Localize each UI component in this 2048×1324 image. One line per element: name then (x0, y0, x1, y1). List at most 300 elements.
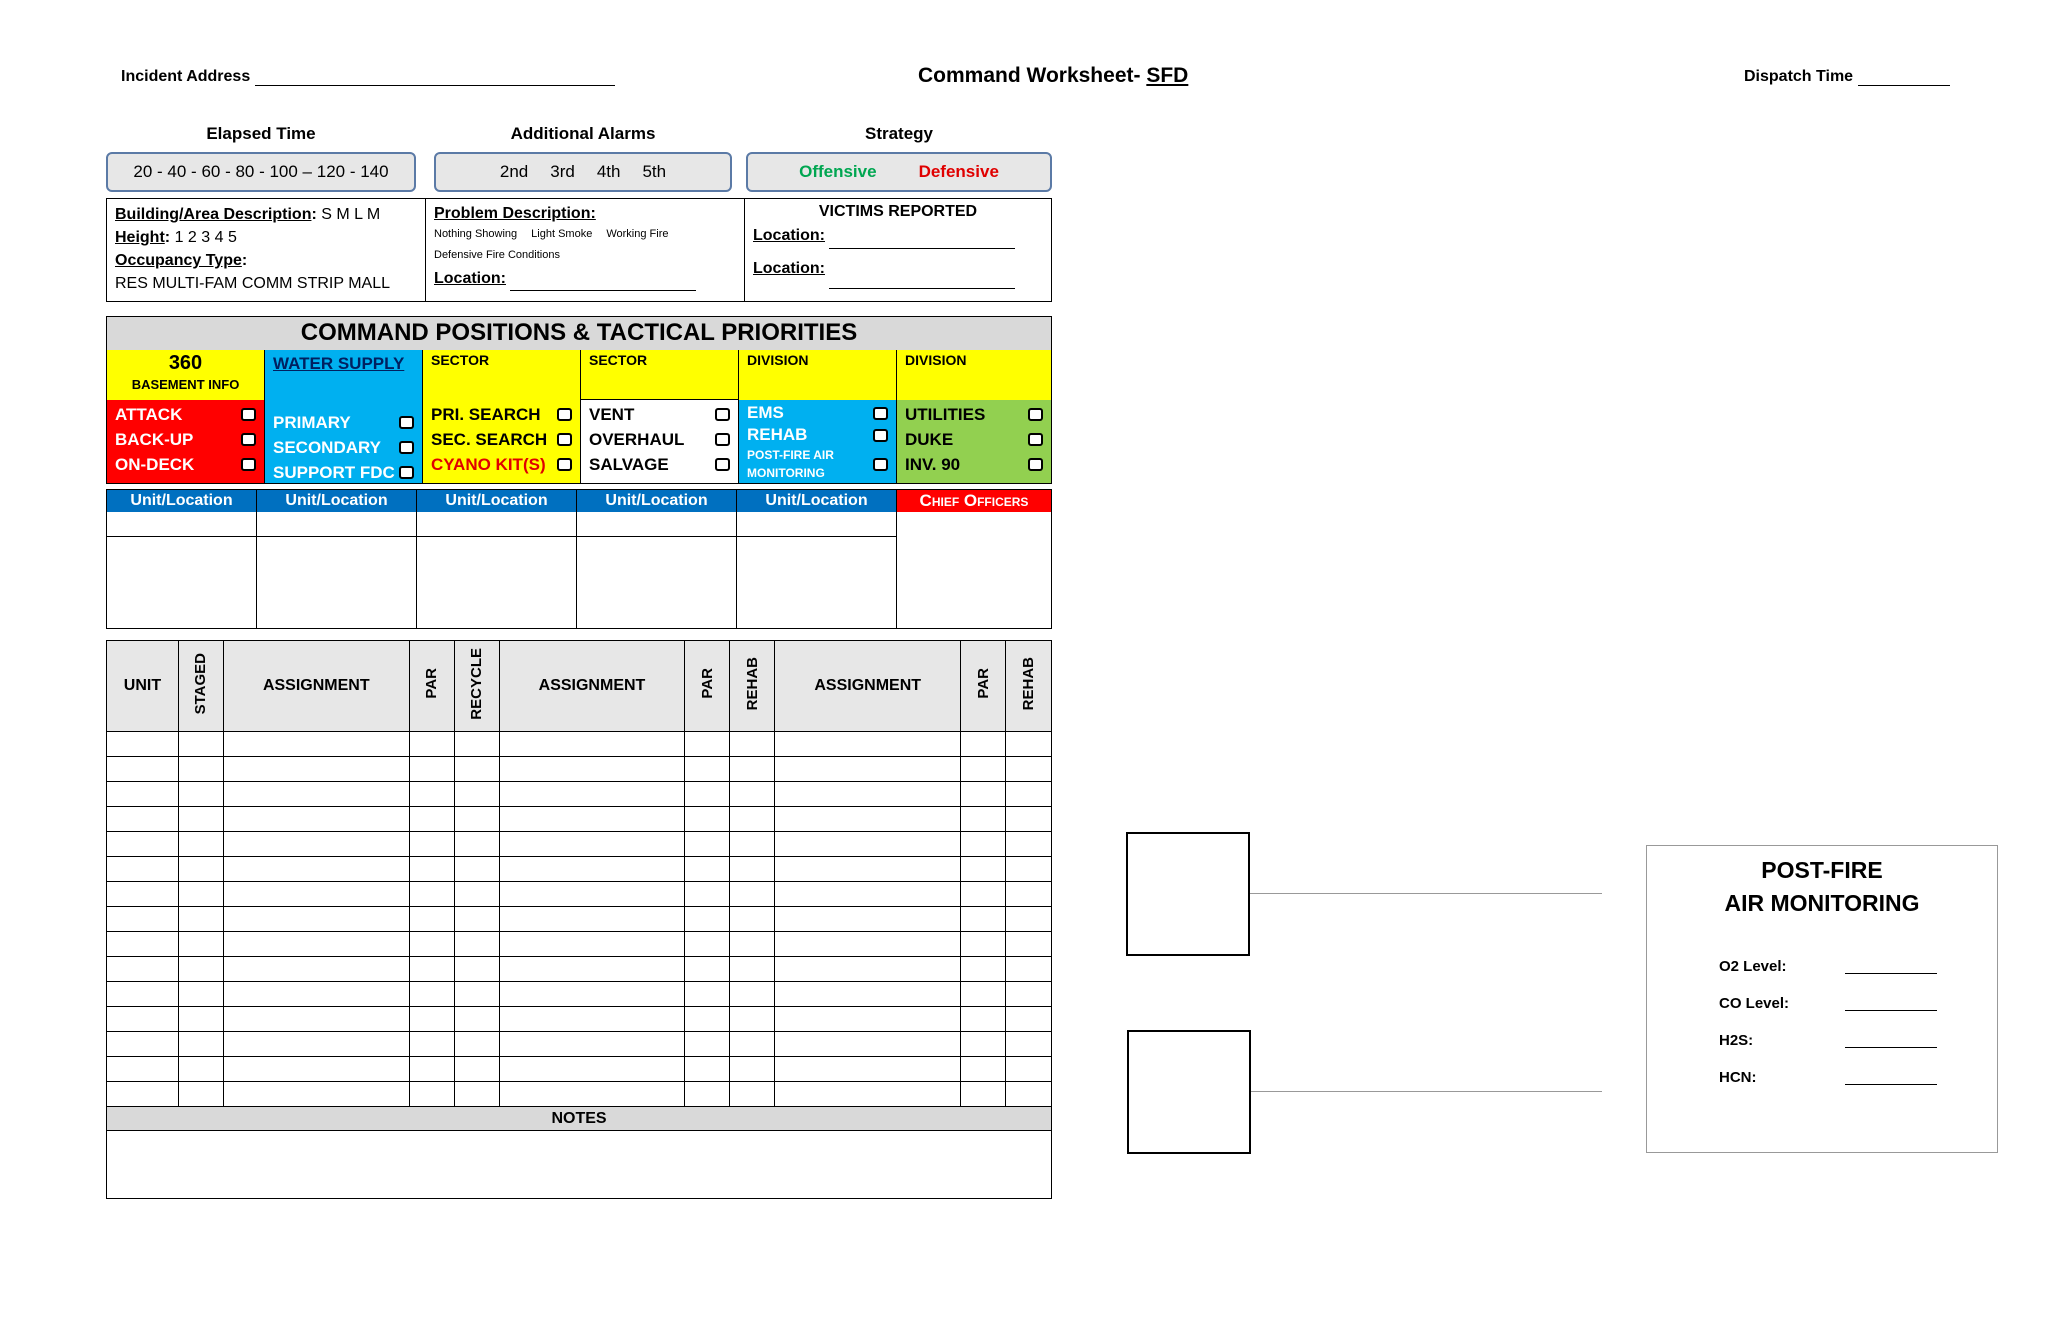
table-cell[interactable] (685, 1082, 730, 1107)
ems-checkbox[interactable] (873, 407, 888, 420)
table-cell[interactable] (223, 932, 409, 957)
table-cell[interactable] (454, 807, 499, 832)
support-fdc-item[interactable]: SUPPORT FDC (265, 460, 422, 483)
table-cell[interactable] (1006, 1057, 1052, 1082)
strategy-box[interactable] (746, 152, 1052, 192)
command-positions-title: COMMAND POSITIONS & TACTICAL PRIORITIES (106, 316, 1052, 351)
overhaul-item[interactable]: OVERHAUL (581, 427, 738, 452)
table-cell[interactable] (961, 1032, 1006, 1057)
table-cell[interactable] (107, 982, 179, 1007)
table-cell[interactable] (730, 732, 775, 757)
table-row (107, 857, 1052, 882)
o2-row[interactable] (1719, 958, 1937, 975)
strategy-label: Strategy (864, 124, 934, 143)
table-cell[interactable] (499, 1082, 685, 1107)
table-cell[interactable] (775, 882, 961, 907)
table-cell[interactable] (178, 1007, 223, 1032)
unit-location-col-2[interactable] (257, 490, 417, 628)
table-cell[interactable] (178, 782, 223, 807)
table-cell[interactable] (499, 732, 685, 757)
table-cell[interactable] (685, 1032, 730, 1057)
table-row (107, 982, 1052, 1007)
table-cell[interactable] (107, 932, 179, 957)
table-cell[interactable] (178, 1082, 223, 1107)
table-cell[interactable] (223, 907, 409, 932)
table-cell[interactable] (107, 757, 179, 782)
rehab-checkbox[interactable] (873, 429, 888, 442)
table-cell[interactable] (961, 757, 1006, 782)
table-cell[interactable] (775, 857, 961, 882)
table-cell[interactable] (454, 1057, 499, 1082)
occupancy-options[interactable]: RES MULTI-FAM COMM STRIP MALL (115, 275, 390, 292)
table-cell[interactable] (223, 1007, 409, 1032)
table-cell[interactable] (454, 857, 499, 882)
unit-location-col-4[interactable] (577, 490, 737, 628)
dispatch-time-line (1858, 69, 1950, 86)
table-cell[interactable] (775, 1007, 961, 1032)
table-cell[interactable] (178, 1032, 223, 1057)
h2s-label: H2S: (1719, 1032, 1754, 1049)
problem-nothing-showing[interactable]: Nothing Showing (434, 228, 518, 240)
pri-search-checkbox[interactable] (557, 408, 572, 421)
table-cell[interactable] (961, 982, 1006, 1007)
building-desc-label: Building/Area Description (115, 206, 312, 223)
duke-checkbox[interactable] (1028, 433, 1043, 446)
table-cell[interactable] (454, 982, 499, 1007)
problem-defensive[interactable]: Defensive Fire Conditions (434, 249, 560, 261)
sec-search-item[interactable]: SEC. SEARCH (423, 427, 580, 452)
table-cell[interactable] (454, 1082, 499, 1107)
elapsed-time-box[interactable] (106, 152, 416, 192)
table-cell[interactable] (107, 1007, 179, 1032)
table-cell[interactable] (961, 957, 1006, 982)
table-cell[interactable] (685, 857, 730, 882)
table-row (107, 907, 1052, 932)
table-cell[interactable] (223, 832, 409, 857)
table-cell[interactable] (1006, 782, 1052, 807)
table-cell[interactable] (499, 1057, 685, 1082)
primary-item[interactable]: PRIMARY (265, 410, 422, 435)
table-cell[interactable] (409, 907, 454, 932)
table-cell[interactable] (685, 782, 730, 807)
table-row (107, 1082, 1052, 1107)
co-label: CO Level: (1719, 995, 1790, 1012)
table-cell[interactable] (685, 1007, 730, 1032)
post-fire-air-item[interactable]: POST-FIRE AIR MONITORING (739, 446, 896, 482)
co-line[interactable] (1845, 995, 1937, 1011)
table-cell[interactable] (685, 882, 730, 907)
table-cell[interactable] (107, 1082, 179, 1107)
backup-item[interactable]: BACK-UP (107, 427, 264, 452)
table-cell[interactable] (1006, 1082, 1052, 1107)
h2s-row[interactable] (1719, 1032, 1937, 1049)
problem-location-line[interactable] (510, 275, 696, 291)
table-cell[interactable] (775, 957, 961, 982)
table-cell[interactable] (730, 1057, 775, 1082)
tracking-table (106, 640, 1052, 1199)
table-cell[interactable] (730, 1082, 775, 1107)
alarm-3rd[interactable]: 3rd (550, 162, 575, 181)
table-cell[interactable] (685, 1057, 730, 1082)
table-cell[interactable] (499, 882, 685, 907)
col-assignment-2: ASSIGNMENT (499, 641, 685, 732)
table-cell[interactable] (1006, 882, 1052, 907)
table-cell[interactable] (775, 932, 961, 957)
position-sector-1 (423, 350, 581, 483)
ondeck-item[interactable]: ON-DECK (107, 452, 264, 477)
table-cell[interactable] (499, 832, 685, 857)
table-cell[interactable] (685, 982, 730, 1007)
backup-checkbox[interactable] (241, 433, 256, 446)
table-cell[interactable] (730, 1007, 775, 1032)
table-cell[interactable] (499, 957, 685, 982)
table-cell[interactable] (107, 832, 179, 857)
table-cell[interactable] (178, 832, 223, 857)
table-cell[interactable] (178, 957, 223, 982)
air-monitoring-box (1646, 845, 1998, 1153)
victims-label: VICTIMS REPORTED (818, 203, 978, 220)
table-cell[interactable] (1006, 932, 1052, 957)
problem-working-fire[interactable]: Working Fire (606, 228, 669, 240)
col-staged: STAGED (178, 641, 223, 732)
additional-alarms-box[interactable] (434, 152, 732, 192)
division-1-title: DIVISION (739, 350, 896, 400)
table-cell[interactable] (961, 1082, 1006, 1107)
unit-location-col-1[interactable] (107, 490, 257, 628)
table-cell[interactable] (223, 782, 409, 807)
unit-location-header-1: Unit/Location (107, 490, 256, 512)
table-cell[interactable] (685, 732, 730, 757)
table-cell[interactable] (178, 982, 223, 1007)
table-cell[interactable] (454, 882, 499, 907)
table-cell[interactable] (961, 832, 1006, 857)
table-cell[interactable] (499, 1007, 685, 1032)
table-cell[interactable] (409, 882, 454, 907)
inv90-checkbox[interactable] (1028, 458, 1043, 471)
table-row (107, 957, 1052, 982)
sector-2-title: SECTOR (581, 350, 738, 400)
strategy-defensive[interactable]: Defensive (918, 162, 999, 181)
position-360-subtitle: BASEMENT INFO (131, 377, 240, 392)
table-cell[interactable] (107, 882, 179, 907)
table-cell[interactable] (107, 1032, 179, 1057)
table-cell[interactable] (409, 832, 454, 857)
secondary-checkbox[interactable] (399, 441, 414, 454)
table-cell[interactable] (409, 957, 454, 982)
table-cell[interactable] (1006, 857, 1052, 882)
table-cell[interactable] (1006, 807, 1052, 832)
signature-line-2[interactable] (1251, 1091, 1602, 1092)
air-monitoring-title-1: POST-FIRE (1761, 857, 1883, 883)
table-cell[interactable] (1006, 982, 1052, 1007)
utilities-checkbox[interactable] (1028, 408, 1043, 421)
col-par-3: PAR (961, 641, 1006, 732)
problem-light-smoke[interactable]: Light Smoke (531, 228, 593, 240)
building-desc-options[interactable]: S M L M (321, 206, 381, 223)
hcn-line[interactable] (1845, 1069, 1937, 1085)
table-cell[interactable] (961, 857, 1006, 882)
ondeck-checkbox[interactable] (241, 458, 256, 471)
table-cell[interactable] (223, 1032, 409, 1057)
table-row (107, 882, 1052, 907)
col-par-1: PAR (409, 641, 454, 732)
table-cell[interactable] (454, 832, 499, 857)
table-cell[interactable] (454, 907, 499, 932)
dispatch-time-label: Dispatch Time (1744, 68, 1854, 85)
table-row (107, 1057, 1052, 1082)
dispatch-time-field[interactable] (1744, 68, 1950, 86)
victims-location-line-2[interactable] (829, 271, 1015, 289)
table-cell[interactable] (775, 982, 961, 1007)
table-cell[interactable] (409, 782, 454, 807)
table-cell[interactable] (409, 1007, 454, 1032)
table-cell[interactable] (730, 857, 775, 882)
table-cell[interactable] (409, 857, 454, 882)
table-cell[interactable] (178, 757, 223, 782)
sec-search-checkbox[interactable] (557, 433, 572, 446)
hcn-label: HCN: (1719, 1069, 1757, 1086)
table-cell[interactable] (730, 882, 775, 907)
vent-item[interactable]: VENT (581, 402, 738, 427)
table-cell[interactable] (107, 807, 179, 832)
ems-item[interactable]: EMS (739, 402, 896, 424)
salvage-checkbox[interactable] (715, 458, 730, 471)
table-cell[interactable] (409, 1057, 454, 1082)
position-360-title: 360 (168, 352, 203, 374)
table-cell[interactable] (454, 1032, 499, 1057)
table-row (107, 757, 1052, 782)
table-cell[interactable] (961, 782, 1006, 807)
table-cell[interactable] (223, 757, 409, 782)
occupancy-label: Occupancy Type (115, 252, 242, 269)
table-cell[interactable] (730, 832, 775, 857)
chief-officers-col[interactable] (897, 490, 1051, 628)
table-cell[interactable] (178, 907, 223, 932)
o2-line[interactable] (1845, 958, 1937, 974)
h2s-line[interactable] (1845, 1032, 1937, 1048)
col-rehab-2: REHAB (1006, 641, 1052, 732)
incident-address-field[interactable] (121, 68, 615, 86)
unit-location-header-2: Unit/Location (257, 490, 416, 512)
table-row (107, 1007, 1052, 1032)
strategy-offensive[interactable]: Offensive (799, 162, 877, 181)
table-cell[interactable] (961, 907, 1006, 932)
notes-area[interactable] (107, 1131, 1052, 1199)
table-cell[interactable] (1006, 1007, 1052, 1032)
table-cell[interactable] (730, 807, 775, 832)
table-cell[interactable] (454, 757, 499, 782)
table-row (107, 732, 1052, 757)
table-cell[interactable] (775, 1032, 961, 1057)
table-cell[interactable] (961, 932, 1006, 957)
table-cell[interactable] (409, 732, 454, 757)
support-fdc-checkbox[interactable] (399, 466, 414, 479)
table-cell[interactable] (178, 807, 223, 832)
victims-location-line-1[interactable] (829, 231, 1015, 249)
table-cell[interactable] (730, 907, 775, 932)
table-cell[interactable] (961, 807, 1006, 832)
unit-location-col-5[interactable] (737, 490, 897, 628)
table-cell[interactable] (499, 807, 685, 832)
unit-location-header-4: Unit/Location (577, 490, 736, 512)
unit-location-header-3: Unit/Location (417, 490, 576, 512)
secondary-item[interactable]: SECONDARY (265, 435, 422, 460)
unit-location-grid (106, 489, 1052, 629)
table-cell[interactable] (107, 857, 179, 882)
table-cell[interactable] (178, 882, 223, 907)
table-cell[interactable] (730, 932, 775, 957)
page-title: Command Worksheet- SFD (918, 64, 1189, 87)
table-cell[interactable] (685, 807, 730, 832)
table-cell[interactable] (499, 907, 685, 932)
table-row (107, 1032, 1052, 1057)
table-cell[interactable] (223, 807, 409, 832)
table-cell[interactable] (107, 907, 179, 932)
table-cell[interactable] (1006, 907, 1052, 932)
table-cell[interactable] (730, 982, 775, 1007)
alarm-2nd[interactable]: 2nd (499, 162, 529, 181)
table-cell[interactable] (775, 1082, 961, 1107)
overhaul-checkbox[interactable] (715, 433, 730, 446)
elapsed-time-label: Elapsed Time (206, 124, 316, 143)
table-cell[interactable] (409, 1032, 454, 1057)
utilities-item[interactable]: UTILITIES (897, 402, 1051, 427)
table-cell[interactable] (223, 882, 409, 907)
primary-checkbox[interactable] (399, 416, 414, 429)
incident-address-line (255, 69, 615, 86)
table-cell[interactable] (409, 1082, 454, 1107)
victims-location-label-1: Location: (753, 227, 825, 244)
pri-search-item[interactable]: PRI. SEARCH (423, 402, 580, 427)
table-cell[interactable] (409, 757, 454, 782)
table-cell[interactable] (1006, 957, 1052, 982)
table-cell[interactable] (454, 782, 499, 807)
table-cell[interactable] (107, 957, 179, 982)
o2-label: O2 Level: (1719, 958, 1787, 975)
table-cell[interactable] (775, 732, 961, 757)
cyano-kit-item[interactable]: CYANO KIT(S) (423, 452, 580, 477)
height-options[interactable]: 1 2 3 4 5 (174, 229, 237, 246)
table-cell[interactable] (961, 1007, 1006, 1032)
table-cell[interactable] (499, 857, 685, 882)
table-cell[interactable] (730, 757, 775, 782)
table-cell[interactable] (730, 1032, 775, 1057)
alarm-5th[interactable]: 5th (642, 162, 667, 181)
table-cell[interactable] (499, 757, 685, 782)
salvage-item[interactable]: SALVAGE (581, 452, 738, 477)
alarm-4th[interactable]: 4th (596, 162, 621, 181)
table-cell[interactable] (775, 757, 961, 782)
co-row[interactable] (1719, 995, 1937, 1012)
table-cell[interactable] (223, 732, 409, 757)
notes-header: NOTES (107, 1107, 1052, 1131)
table-cell[interactable] (961, 732, 1006, 757)
table-cell[interactable] (961, 882, 1006, 907)
problem-box (425, 198, 745, 302)
victims-location-label-2: Location: (753, 260, 825, 277)
table-cell[interactable] (1006, 832, 1052, 857)
table-cell[interactable] (685, 832, 730, 857)
attack-item[interactable]: ATTACK (107, 402, 264, 427)
table-cell[interactable] (685, 932, 730, 957)
table-cell[interactable] (499, 1032, 685, 1057)
sketch-box-2[interactable] (1127, 1030, 1251, 1154)
table-cell[interactable] (499, 932, 685, 957)
table-cell[interactable] (178, 1057, 223, 1082)
table-cell[interactable] (454, 932, 499, 957)
table-cell[interactable] (409, 982, 454, 1007)
table-cell[interactable] (730, 782, 775, 807)
table-cell[interactable] (454, 732, 499, 757)
table-cell[interactable] (775, 807, 961, 832)
elapsed-time-value: 20 - 40 - 60 - 80 - 100 – 120 - 140 (133, 162, 389, 181)
table-cell[interactable] (409, 807, 454, 832)
unit-location-header-5: Unit/Location (737, 490, 896, 512)
table-cell[interactable] (454, 1007, 499, 1032)
table-cell[interactable] (178, 857, 223, 882)
table-cell[interactable] (775, 832, 961, 857)
additional-alarms-label: Additional Alarms (510, 124, 656, 143)
chief-officers-header: Chief Officers (897, 490, 1051, 512)
table-cell[interactable] (685, 957, 730, 982)
table-cell[interactable] (178, 932, 223, 957)
col-par-2: PAR (685, 641, 730, 732)
table-cell[interactable] (178, 732, 223, 757)
duke-item[interactable]: DUKE (897, 427, 1051, 452)
table-cell[interactable] (223, 957, 409, 982)
table-cell[interactable] (499, 782, 685, 807)
table-cell[interactable] (409, 932, 454, 957)
table-cell[interactable] (1006, 732, 1052, 757)
sketch-box-1[interactable] (1126, 832, 1250, 956)
table-cell[interactable] (454, 957, 499, 982)
table-cell[interactable] (1006, 757, 1052, 782)
inv90-item[interactable]: INV. 90 (897, 452, 1051, 477)
table-cell[interactable] (775, 907, 961, 932)
table-row (107, 832, 1052, 857)
cyano-kit-checkbox[interactable] (557, 458, 572, 471)
rehab-item[interactable]: REHAB (739, 424, 896, 446)
table-cell[interactable] (223, 1082, 409, 1107)
col-rehab-1: REHAB (730, 641, 775, 732)
signature-line-1[interactable] (1250, 893, 1602, 894)
table-cell[interactable] (730, 957, 775, 982)
problem-location-label: Location: (434, 270, 506, 287)
post-fire-air-checkbox[interactable] (873, 458, 888, 471)
table-cell[interactable] (775, 1057, 961, 1082)
table-cell[interactable] (685, 757, 730, 782)
hcn-row[interactable] (1719, 1069, 1937, 1086)
table-cell[interactable] (499, 982, 685, 1007)
table-cell[interactable] (1006, 1032, 1052, 1057)
table-cell[interactable] (775, 782, 961, 807)
unit-location-col-3[interactable] (417, 490, 577, 628)
table-cell[interactable] (223, 857, 409, 882)
attack-checkbox[interactable] (241, 408, 256, 421)
col-assignment-3: ASSIGNMENT (775, 641, 961, 732)
table-cell[interactable] (685, 907, 730, 932)
sector-1-title: SECTOR (431, 352, 490, 368)
table-cell[interactable] (107, 732, 179, 757)
table-cell[interactable] (107, 1057, 179, 1082)
table-cell[interactable] (223, 982, 409, 1007)
table-cell[interactable] (223, 1057, 409, 1082)
table-cell[interactable] (107, 782, 179, 807)
vent-checkbox[interactable] (715, 408, 730, 421)
col-assignment-1: ASSIGNMENT (223, 641, 409, 732)
table-cell[interactable] (961, 1057, 1006, 1082)
height-label: Height (115, 229, 165, 246)
